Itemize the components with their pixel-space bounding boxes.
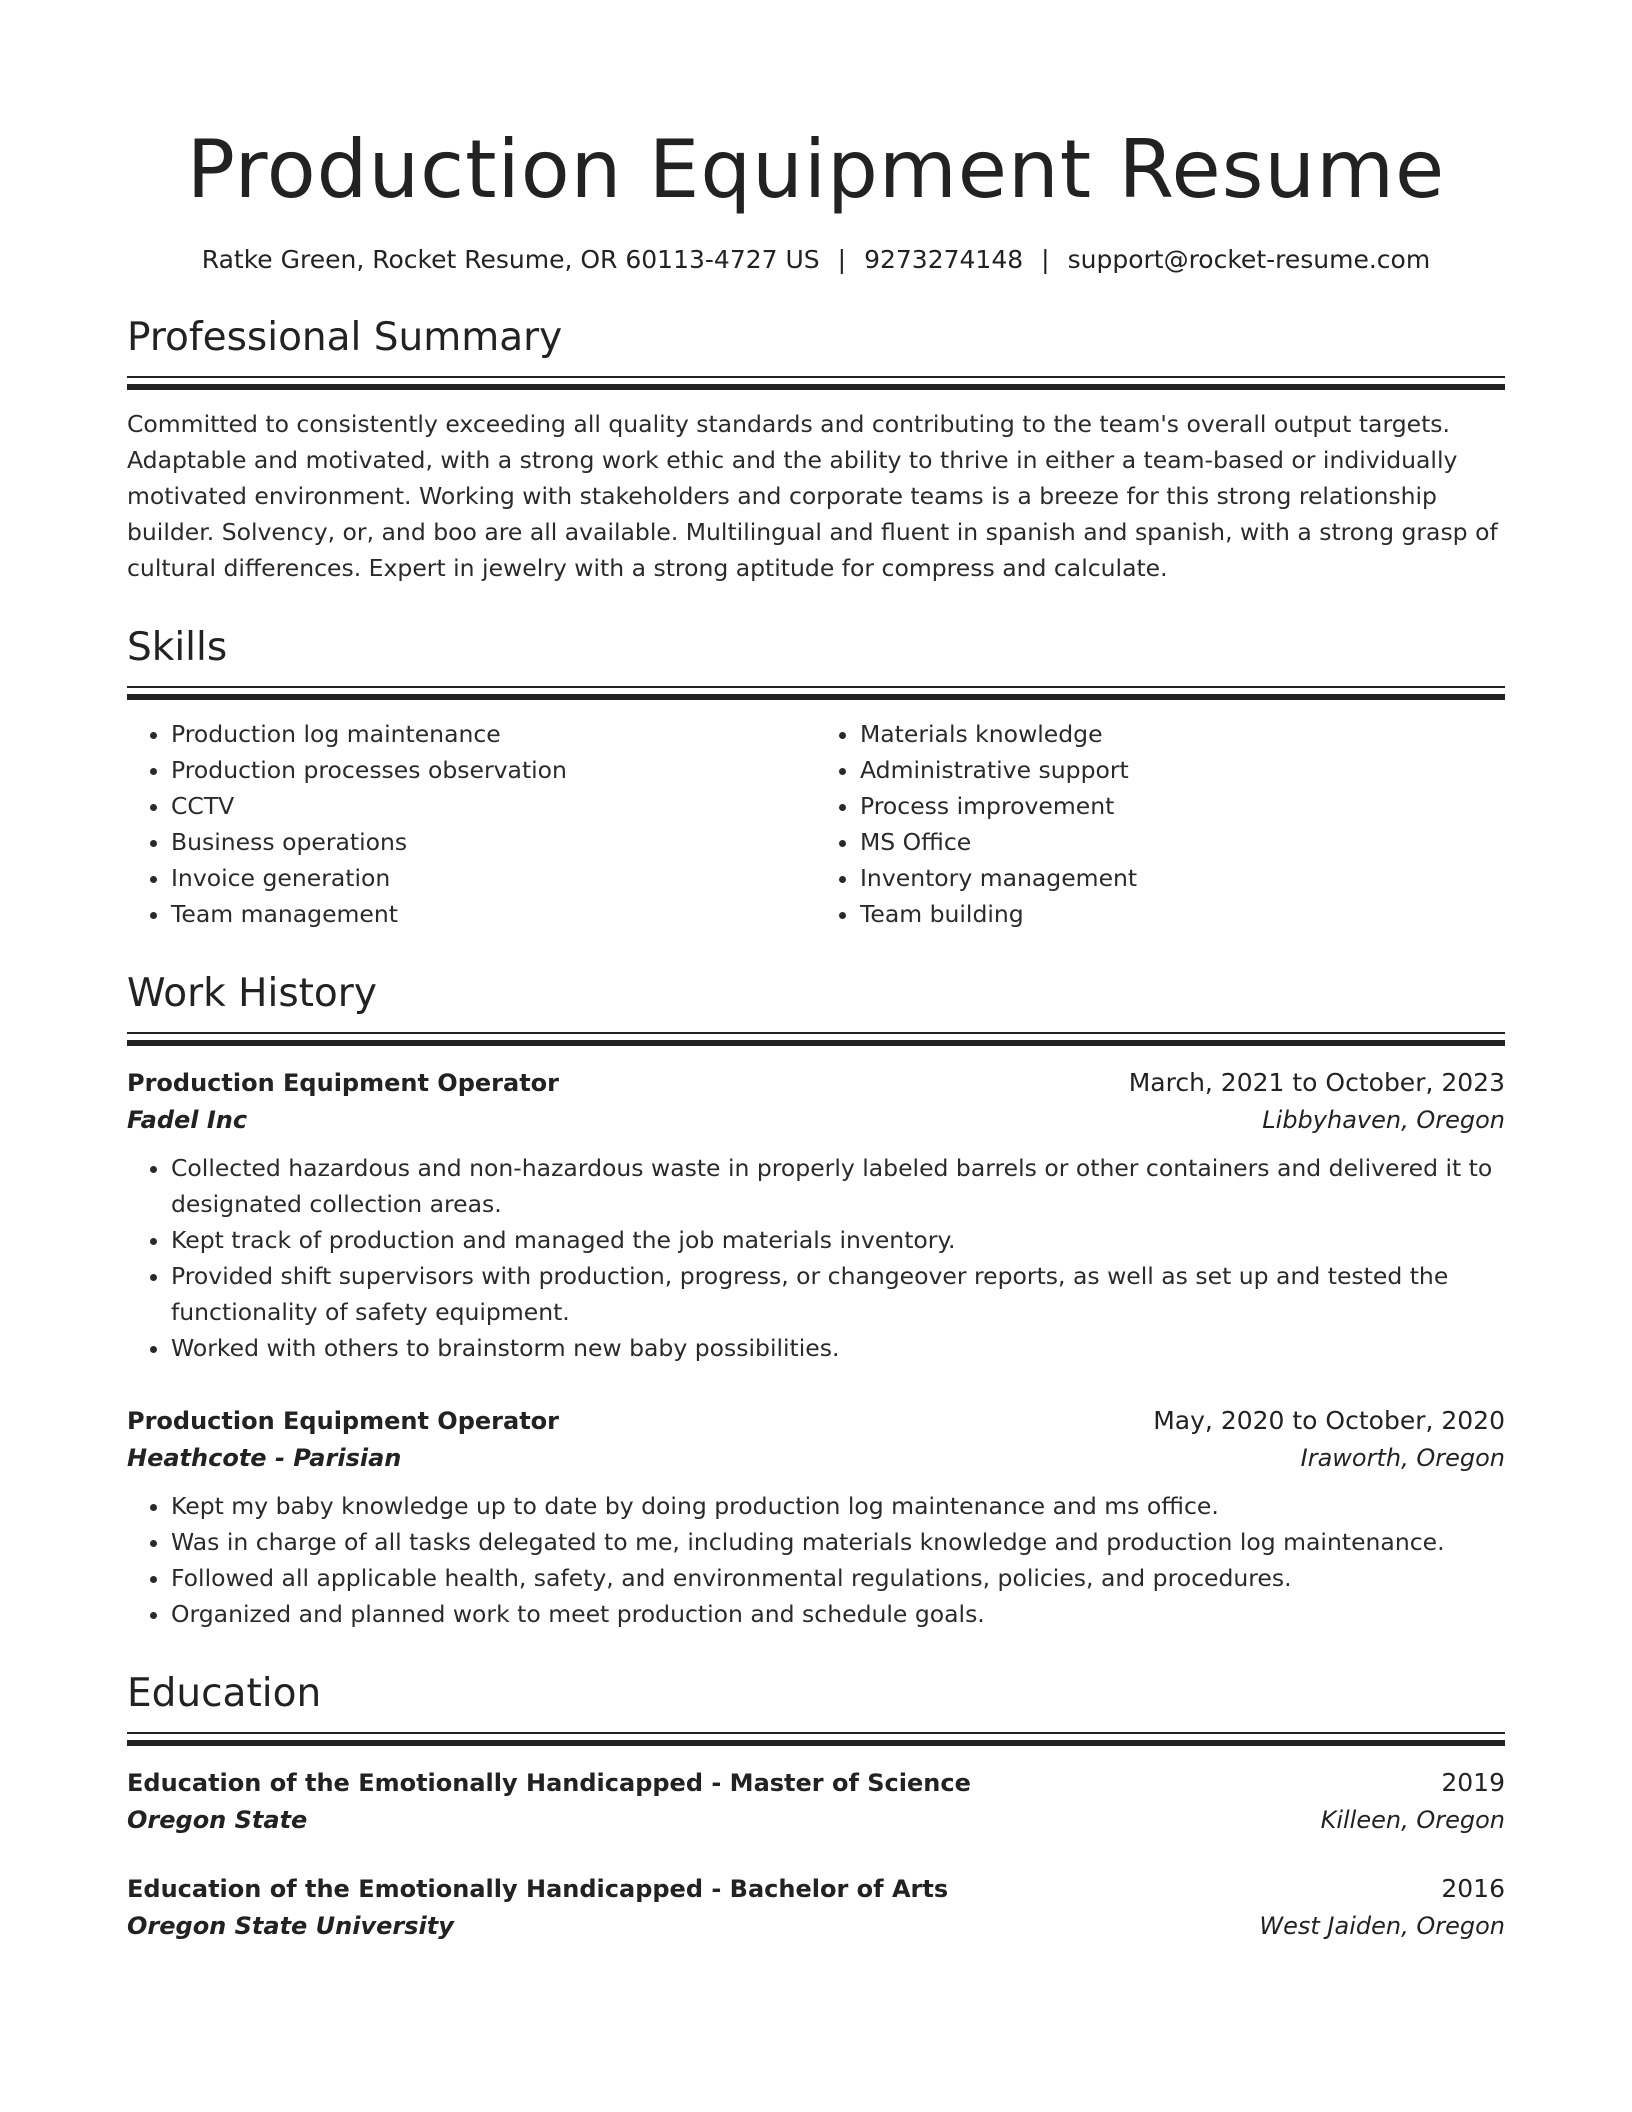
summary-text: Committed to consistently exceeding all quality standards and contributing to the team's overall output targets. Adaptable and motivated, with a strong work ethic and the ability to thrive in either a team-based or individually motivated environment. Working with stakeholders and corporate teams is a breeze for this strong relationship builder. Solvency, or, and boo are all available. Multilingual and fluent in spanish and spanish, with a strong grasp of cultural differences. Expert in jewelry with a strong aptitude for compress and calculate.: [127, 410, 1498, 582]
resume-title: Production Equipment Resume: [186, 123, 1446, 216]
education-school: Oregon State: [127, 1806, 308, 1834]
skill-item: • CCTV: [171, 788, 816, 824]
education-header: [127, 1870, 1505, 1908]
skills-column-left: [127, 716, 816, 932]
job-duty: • Provided shift supervisors with production, progress, or changeover reports, as well as set up and tested the functionality of safety equipment.: [171, 1258, 1505, 1330]
job-subheader: [127, 1102, 1505, 1138]
job-duty: • Kept my baby knowledge up to date by doing production log maintenance and ms office.: [171, 1488, 1505, 1524]
skills-column-right: [816, 716, 1505, 932]
contact-separator: |: [1041, 245, 1050, 274]
education-location: West Jaiden, Oregon: [1259, 1912, 1505, 1940]
job-header: [127, 1064, 1505, 1102]
skills-list: [127, 716, 1505, 932]
skill-item: • Administrative support: [860, 752, 1505, 788]
section-divider: [127, 376, 1505, 390]
job-entry: [127, 1402, 1505, 1632]
job-duty: • Collected hazardous and non-hazardous waste in properly labeled barrels or other containers and delivered it to designated collection areas.: [171, 1150, 1505, 1222]
education-degree: Education of the Emotionally Handicapped - Bachelor of Arts: [127, 1875, 949, 1903]
contact-line: [127, 244, 1505, 276]
skill-item: • Team building: [860, 896, 1505, 932]
skills-heading: Skills: [127, 625, 228, 670]
job-dates: March, 2021 to October, 2023: [1128, 1068, 1505, 1097]
education-subheader: [127, 1802, 1505, 1838]
job-company: Heathcote - Parisian: [127, 1444, 402, 1472]
work-history-heading: Work History: [127, 971, 377, 1016]
education-degree: Education of the Emotionally Handicapped - Master of Science: [127, 1769, 971, 1797]
skill-item: • MS Office: [860, 824, 1505, 860]
education-year: 2019: [1441, 1768, 1505, 1797]
job-duties: [127, 1150, 1505, 1366]
job-duty: • Worked with others to brainstorm new baby possibilities.: [171, 1330, 1505, 1366]
education-header: [127, 1764, 1505, 1802]
skill-item: • Materials knowledge: [860, 716, 1505, 752]
job-duty: • Was in charge of all tasks delegated to me, including materials knowledge and production log maintenance.: [171, 1524, 1505, 1560]
skill-item: • Process improvement: [860, 788, 1505, 824]
job-location: Libbyhaven, Oregon: [1262, 1106, 1505, 1134]
contact-address: Ratke Green, Rocket Resume, OR 60113-4727 US: [201, 245, 820, 274]
education-entry: [127, 1870, 1505, 1944]
skill-item: • Production processes observation: [171, 752, 816, 788]
job-title: Production Equipment Operator: [127, 1069, 559, 1097]
skill-item: • Invoice generation: [171, 860, 816, 896]
contact-separator: |: [837, 245, 847, 274]
job-header: [127, 1402, 1505, 1440]
contact-phone: 9273274148: [864, 245, 1024, 274]
job-duty: • Kept track of production and managed the job materials inventory.: [171, 1222, 1505, 1258]
job-duty: • Followed all applicable health, safety, and environmental regulations, policies, and procedures.: [171, 1560, 1505, 1596]
contact-email: support@rocket-resume.com: [1067, 245, 1431, 274]
education-school: Oregon State University: [127, 1912, 454, 1940]
education-subheader: [127, 1908, 1505, 1944]
job-location: Iraworth, Oregon: [1300, 1444, 1505, 1472]
skill-item: • Team management: [171, 896, 816, 932]
job-title: Production Equipment Operator: [127, 1407, 559, 1435]
job-duties: [127, 1488, 1505, 1632]
section-divider: [127, 1032, 1505, 1046]
section-divider: [127, 1732, 1505, 1746]
summary-heading: Professional Summary: [127, 315, 563, 360]
job-duty: • Organized and planned work to meet production and schedule goals.: [171, 1596, 1505, 1632]
education-location: Killeen, Oregon: [1320, 1806, 1505, 1834]
skill-item: • Production log maintenance: [171, 716, 816, 752]
education-heading: Education: [127, 1671, 322, 1716]
skill-item: • Inventory management: [860, 860, 1505, 896]
job-subheader: [127, 1440, 1505, 1476]
education-entry: [127, 1764, 1505, 1838]
skill-item: • Business operations: [171, 824, 816, 860]
education-year: 2016: [1441, 1874, 1505, 1903]
section-divider: [127, 686, 1505, 700]
job-dates: May, 2020 to October, 2020: [1153, 1406, 1505, 1435]
job-entry: [127, 1064, 1505, 1366]
job-company: Fadel Inc: [127, 1106, 248, 1134]
